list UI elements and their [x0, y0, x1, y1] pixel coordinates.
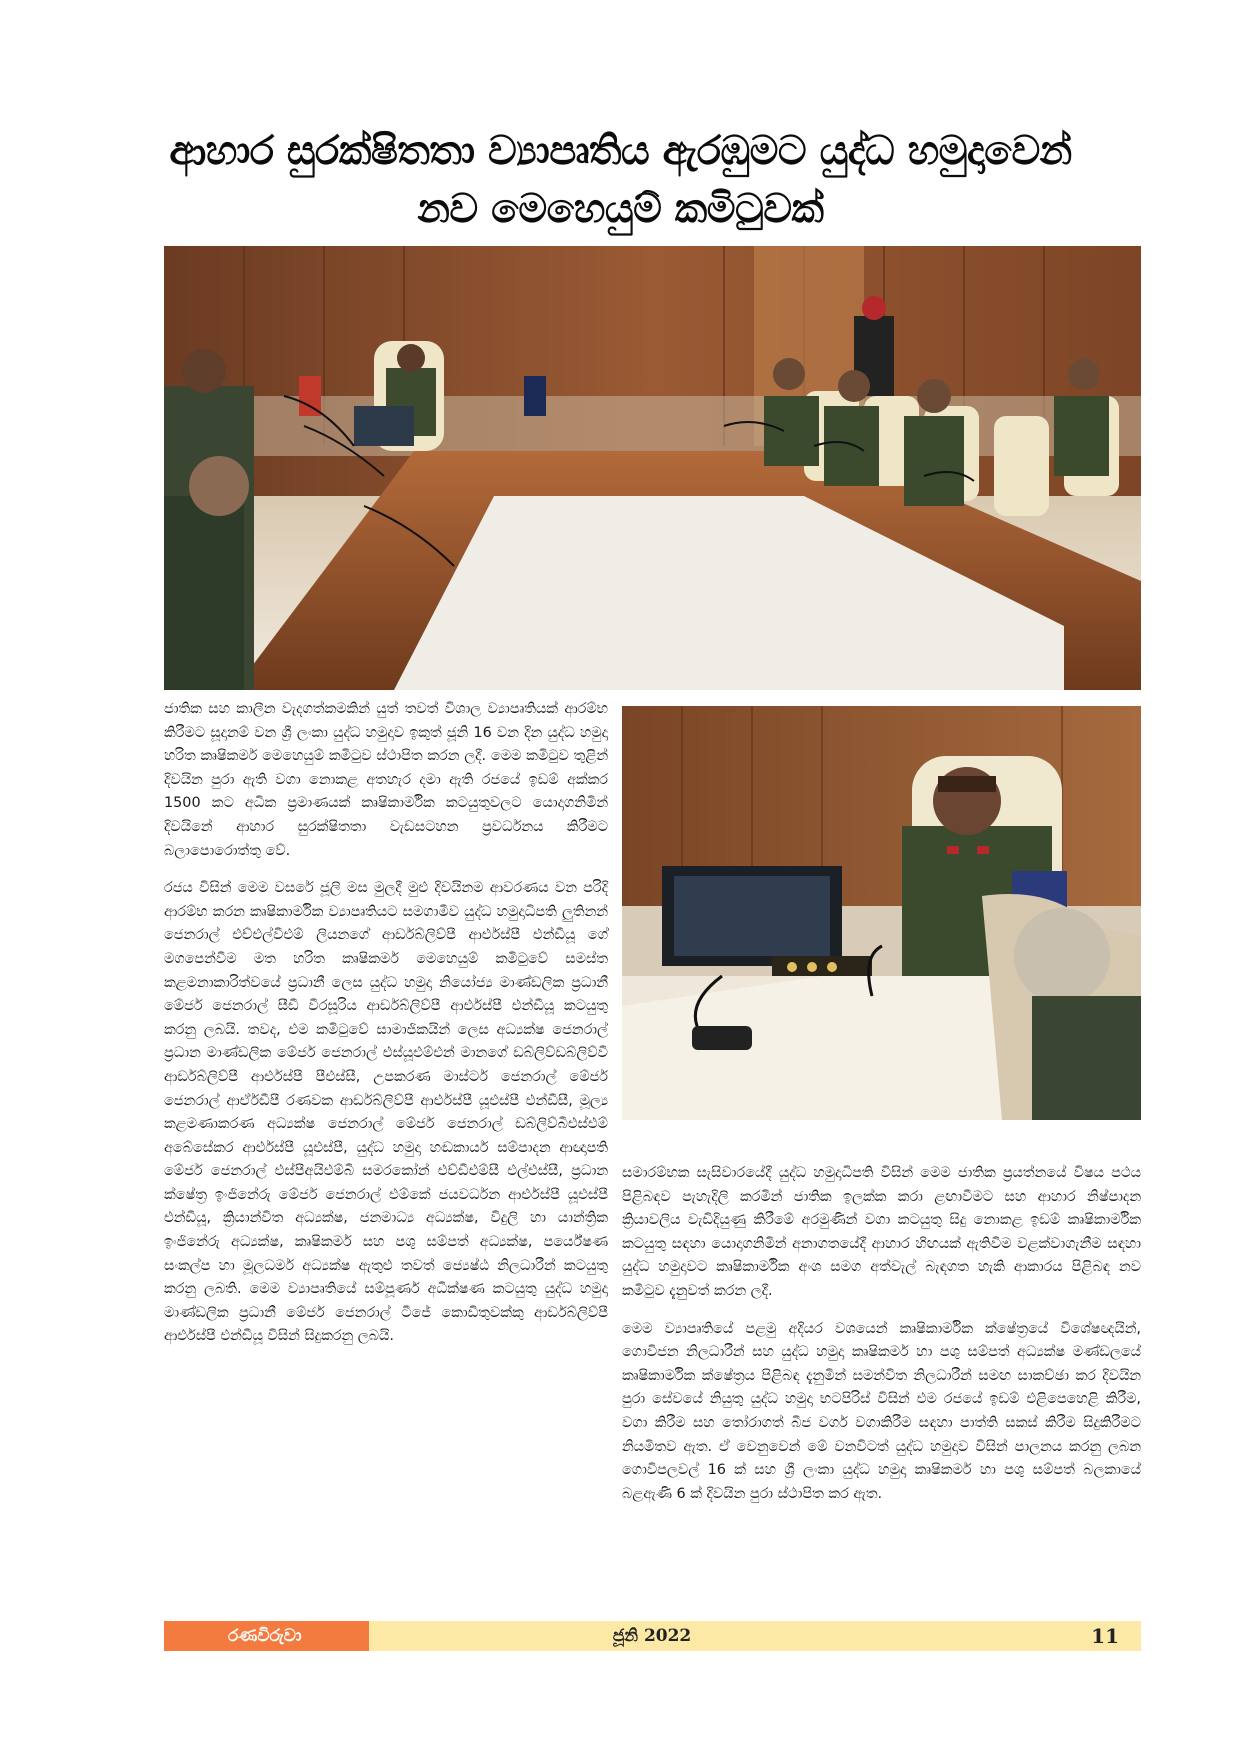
page-number: 11: [1091, 1624, 1119, 1648]
meeting-room-photo: [164, 246, 1141, 690]
article-column-right: [622, 1162, 1141, 1520]
article-paragraph: මෙම ව්‍යාපෘතියේ පළමු අදියර වශයෙන් කෘෂිකාර්මික ක්ෂේත්‍රයේ විශේෂඥයින්, ගොවිජන නිලධාරීන් සහ යුද්ධ හමුදා කෘෂිකර්ම හා පශු සම්පත් අධ්‍යක්ෂ මණ්ඩලයේ කෘෂිකාර්මික ක්ෂේත්‍රය පිළිබඳ දැනුමින් සමන්විත නිලධාරීන් සමඟ සාකච්ඡා කර දිවයින පුරා සේවයේ නියුතු යුද්ධ හමුදා භටපිරිස් විසින් එම රජයේ ඉඩම් එළිපෙහෙළි කිරීම, වගා කිරීම සහ තෝරාගත් බීජ වර්ග වගාකිරීම සඳහා පාත්ති සකස් කිරීම සිදුකිරීමට නියමිතව ඇත. ඒ වෙනුවෙන් මේ වනවිටත් යුද්ධ හමුදාව විසින් පාලනය කරනු ලබන ගොවිපලවල් 16 ක් සහ ශ්‍රී ලංකා යුද්ධ හමුදා කෘෂිකර්ම හා පශු සම්පත් බලකායේ බළඇණි 6 ක් දිවයින පුරා ස්ථාපිත කර ඇත.: [622, 1320, 1141, 1502]
article-paragraph: ජාතික සහ කාලීන වැදගත්කමකින් යුත් තවත් විශාල ව්‍යාපෘතියක් ආරම්භ කිරීමට සූදානම් වන ශ්‍රී ලංකා යුද්ධ හමුදාව ඉකුත් ජූනි 16 වන දින යුද්ධ හමුදා හරිත කෘෂිකර්ම මෙහෙයුම් කමිටුව ස්ථාපිත කරන ලදී. මෙම කමිටුව තුළින් දිවයින පුරා ඇති වගා නොකළ අතහැර දමා ඇති රජයේ ඉඩම් අක්කර 1500 කට අධික ප්‍රමාණයක් කෘෂිකාර්මික කටයුතුවලට යොදාගනිමින් දිවයිනේ ආහාර සුරක්ෂිතතා වැඩසටහන ප්‍රවර්ධනය කිරීමට බලාපොරොත්තු වේ.: [164, 701, 608, 859]
issue-date: ජූනි 2022: [612, 1626, 692, 1646]
article-paragraph: රජය විසින් මෙම වසරේ ජූලි මස මුලදී මුළු දිවයිනම ආවරණය වන පරිදි ආරම්භ කරන කෘෂිකාර්මික ව්‍යාපෘතියට සමගාමීව යුද්ධ හමුදාධිපති ලුතිනන් ජෙනරාල් එච්එල්වීඑම් ලියනගේ ආර්ඩබ්ලිව්පී ආර්එස්පී එන්ඩීයූ ගේ මගපෙන්වීම මත හරිත කෘෂිකර්ම මෙහෙයුම් කමිටුවේ සමස්ත කළමනාකාරිත්වයේ ප්‍රධානී ලෙස යුද්ධ හමුදා නියෝජ්‍ය මාණ්ඩලික ප්‍රධානී මේජර් ජෙනරාල් සීඩී වීරසූරිය ආර්ඩබ්ලිව්පී ආර්එස්පී එන්ඩීයූ කටයුතු කරනු ලබයි. තවද, එම කමිටුවේ සාමාජිකයින් ලෙස අධ්‍යක්ෂ ජෙනරාල් ප්‍රධාන මාණ්ඩලික මේජර් ජෙනරාල් එස්යූඑම්එන් මානගේ ඩබ්ලිව්ඩබ්ලිව්වී ආර්ඩබ්ලිව්පී ආර්එස්පී පීඑස්සී, උපකරණ මාස්ටර් ජෙනරාල් මේජර් ජෙනරාල් ආර්ඒඩීපී රණවක ආර්ඩබ්ලිව්පී ආර්එස්පී යූඑස්පී එන්ඩීසී, මූල්‍ය කළමණාකරණ අධ්‍යක්ෂ ජෙනරාල් මේජර් ජෙනරාල් ඩබ්ලිව්බීඑස්එම් අබේසේකර ආර්එස්පී යූඑස්පී, යුද්ධ හමුදා හඬකාර්ය සම්පාදන ආඥාපති මේජර් ජෙනරාල් එස්පීඅයිඑම්බී සමරකෝන් එච්ඩීඑම්සී එල්එස්සී, ප්‍රධාන ක්ෂේත්‍ර ඉංජිනේරු මේජර් ජෙනරාල් එම්කේ ජයවර්ධන ආර්එස්පී යූඑස්පී එන්ඩීයූ, ක්‍රියාන්විත අධ්‍යක්ෂ, ජනමාධ්‍ය අධ්‍යක්ෂ, විදුලි හා යාන්ත්‍රික ඉංජිනේරු අධ්‍යක්ෂ, කෘෂිකර්ම සහ පශු සම්පත් අධ්‍යක්ෂ, පර්යේෂණ සංකල්ප හා මූලධර්ම අධ්‍යක්ෂ ඇතුළු තවත් ජ්‍යෙෂ්ඨ නිලධාරීන් කටයුතු කරනු ලබති. මෙම ව්‍යාපෘතියේ සම්පූර්ණ අධීක්ෂණ කටයුතු යුද්ධ හමුදා මාණ්ඩලික ප්‍රධානී මේජර් ජෙනරාල් ටීජේ කොඩිතුවක්කු ආර්ඩබ්ලිව්පී ආර්එස්පී එන්ඩීයූ විසින් සිදුකරනු ලබයි.: [164, 880, 608, 1345]
headline-line-1: ආහාර සුරක්ෂිතතා ව්‍යාපෘතිය ඇරඹුමට යුද්ධ හමුදාවෙන්: [169, 128, 1072, 174]
footer-band: [369, 1621, 1141, 1651]
page-footer: [164, 1621, 1141, 1651]
magazine-name: රණවිරුවා: [164, 1621, 369, 1651]
article-headline: [160, 122, 1081, 238]
headline-line-2: නව මෙහෙයුම් කමිටුවක්: [417, 186, 824, 232]
article-column-left: [164, 698, 608, 1363]
article-paragraph: සමාරම්භක සැසිවාරයේදී යුද්ධ හමුදාධිපති විසින් මෙම ජාතික ප්‍රයත්නයේ විෂය පථය පිළිබඳව පැහැදිලි කරමින් ජාතික ඉලක්ක කරා ළඟාවීමට සහ ආහාර නිෂ්පාදන ක්‍රියාවලිය වැඩිදියුණු කිරීමේ අරමුණින් වගා කටයුතු සිදු නොකළ ඉඩම් කෘෂිකාර්මික කටයුතු සඳහා යොදාගනිමින් අනාගතයේදී ආහාර හිඟයක් ඇතිවීම වළක්වාගැනීම සඳහා යුද්ධ හමුදාවට කෘෂිකාර්මික අංශ සමග අත්වැල් බැඳගත හැකි ආකාරය පිළිබඳ නව කමිටුව දැනුවත් කරන ලදී.: [622, 1165, 1141, 1299]
army-commander-photo: [622, 706, 1141, 1120]
